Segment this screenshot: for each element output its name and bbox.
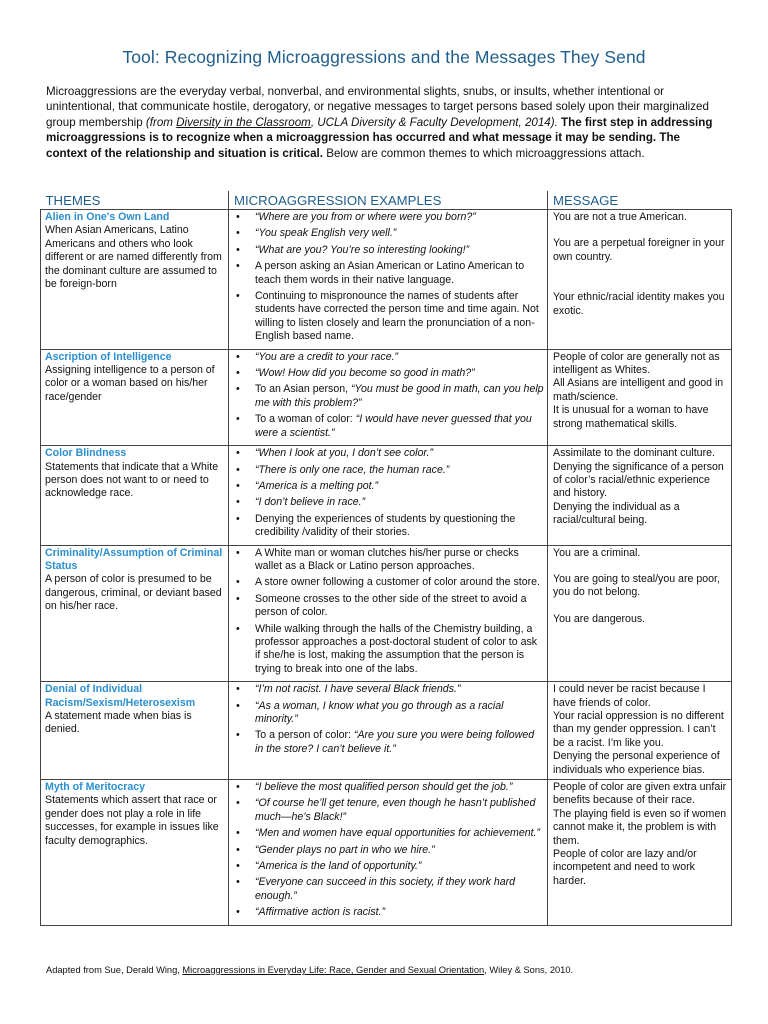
message-item: Denying the significance of a person of color’s racial/ethnic experience and history. bbox=[553, 460, 724, 500]
message-item: You are going to steal/you are poor, you do not belong. bbox=[553, 572, 720, 599]
intro-text: Microaggressions are the everyday verbal, nonverbal, and environmental slights, snubs, or insults, whether intentional or unintentional, that communicate hostile, derogatory, or negative messages to target persons based solely upon their marginalized group membership bbox=[46, 85, 709, 129]
theme-description: A person of color is presumed to be dangerous, criminal, or deviant based on his/her race. bbox=[45, 573, 222, 613]
example-item: • “You are a credit to your race.” bbox=[232, 351, 544, 364]
theme-cell bbox=[41, 446, 229, 545]
theme-description: Assigning intelligence to a person of color or a woman based on his/her race/gender bbox=[45, 364, 215, 403]
example-item: • “There is only one race, the human race.” bbox=[232, 464, 544, 477]
citation-rest: , UCLA Diversity & Faculty Development, 2014). bbox=[310, 115, 558, 129]
example-item: • A person asking an Asian American or Latino American to teach them words in their native language. bbox=[232, 260, 544, 287]
message-cell bbox=[548, 545, 732, 682]
theme-name: Myth of Meritocracy bbox=[45, 781, 146, 794]
example-item: • “America is the land of opportunity.” bbox=[232, 860, 544, 873]
message-item: Your racial oppression is no different than my gender oppression. I can’t be a racist. I’m like you. bbox=[553, 710, 724, 749]
theme-cell bbox=[41, 682, 229, 780]
theme-name: Criminality/Assumption of Criminal Status bbox=[45, 546, 223, 572]
citation-open: (from bbox=[145, 115, 177, 129]
example-item: • “Gender plays no part in who we hire.” bbox=[232, 844, 544, 857]
examples-list bbox=[232, 351, 544, 440]
intro-end-text: Below are common themes to which microaggressions attach. bbox=[323, 146, 645, 160]
example-item: • Denying the experiences of students by questioning the credibility /validity of their stories. bbox=[232, 513, 544, 540]
theme-name: Alien in One's Own Land bbox=[45, 211, 170, 223]
example-item: • A store owner following a customer of color around the store. bbox=[232, 576, 544, 589]
theme-description: A statement made when bias is denied. bbox=[45, 710, 192, 736]
example-quote-text: “Are you sure you were being followed in the store? I can’t believe it.” bbox=[255, 729, 535, 755]
table-row bbox=[41, 210, 732, 350]
message-item: All Asians are intelligent and good in math/science. bbox=[553, 377, 724, 403]
message-list bbox=[553, 211, 728, 318]
example-quote-text: “You must be good in math, can you help me with this problem?” bbox=[255, 383, 544, 409]
example-item: • “When I look at you, I don’t see color.” bbox=[232, 447, 544, 460]
footer-citation bbox=[46, 965, 726, 975]
table-header-row bbox=[41, 191, 732, 210]
header-examples: MICROAGGRESSION EXAMPLES bbox=[229, 191, 548, 210]
example-item: • “Affirmative action is racist.” bbox=[232, 906, 544, 919]
message-list bbox=[553, 351, 728, 431]
theme-cell bbox=[41, 780, 229, 926]
examples-list bbox=[232, 683, 544, 756]
examples-list bbox=[232, 547, 544, 677]
table-row bbox=[41, 682, 732, 780]
table-row bbox=[41, 780, 732, 926]
message-cell bbox=[548, 210, 732, 350]
example-item: • “What are you? You’re so interesting looking!” bbox=[232, 244, 544, 257]
footer-post: , Wiley & Sons, 2010. bbox=[484, 965, 574, 975]
example-lead-text: To an Asian person, bbox=[255, 383, 351, 396]
examples-list bbox=[232, 781, 544, 920]
example-item: • While walking through the halls of the Chemistry building, a professor approaches a post-doctoral student of color to ask if she/he is lost, making the assumption that the person is trying to break into one of the labs. bbox=[232, 623, 544, 677]
example-item: • Someone crosses to the other side of the street to avoid a person of color. bbox=[232, 593, 544, 620]
example-item: • “Where are you from or where were you born?” bbox=[232, 211, 544, 224]
example-item: • A White man or woman clutches his/her purse or checks wallet as a Black or Latino person approaches. bbox=[232, 547, 544, 574]
footer-book-title: Microaggressions in Everyday Life: Race, Gender and Sexual Orientation bbox=[182, 965, 485, 975]
example-item: • “I’m not racist. I have several Black friends.” bbox=[232, 683, 544, 696]
examples-cell bbox=[229, 545, 548, 682]
theme-name: Color Blindness bbox=[45, 447, 127, 460]
message-cell bbox=[548, 446, 732, 545]
message-item: People of color are generally not as intelligent as Whites. bbox=[553, 350, 720, 377]
examples-cell bbox=[229, 446, 548, 545]
intro-bold-text: The first step in addressing microaggressions is to recognize when a microaggression has occurred and what message it may be sending. The context of the relationship and situation is critical. bbox=[46, 115, 713, 160]
example-lead-text: To a person of color: bbox=[255, 729, 354, 742]
example-item bbox=[232, 729, 544, 756]
example-item: • “Of course he’ll get tenure, even though he hasn’t published much—he’s Black!” bbox=[232, 797, 544, 824]
example-lead-text: To a woman of color: bbox=[255, 413, 356, 426]
theme-description: Statements that indicate that a White person does not want to or need to acknowledge race. bbox=[45, 460, 219, 500]
message-item: You are a criminal. bbox=[553, 546, 641, 559]
examples-list bbox=[232, 447, 544, 539]
citation-link[interactable]: Diversity in the Classroom bbox=[176, 115, 311, 129]
examples-cell bbox=[229, 349, 548, 445]
message-item: Denying the personal experience of individuals who experience bias. bbox=[553, 750, 720, 776]
theme-description: When Asian Americans, Latino Americans and others who look different or are named differently from the dominant culture are assumed to be foreign-born bbox=[45, 224, 222, 291]
message-item: Assimilate to the dominant culture. bbox=[553, 447, 715, 460]
footer-pre: Adapted from Sue, Derald Wing, bbox=[46, 965, 183, 975]
example-item: • “America is a melting pot.” bbox=[232, 480, 544, 493]
examples-list bbox=[232, 211, 544, 344]
theme-cell bbox=[41, 210, 229, 350]
message-list bbox=[553, 683, 728, 777]
message-cell bbox=[548, 780, 732, 926]
message-item: It is unusual for a woman to have strong mathematical skills. bbox=[553, 404, 709, 430]
microaggressions-table bbox=[40, 191, 732, 926]
example-quote-text: “I would have never guessed that you were a scientist.” bbox=[255, 413, 532, 439]
intro-paragraph bbox=[46, 84, 722, 161]
examples-cell bbox=[229, 780, 548, 926]
message-item: Your ethnic/racial identity makes you exotic. bbox=[553, 291, 725, 317]
example-item bbox=[232, 413, 544, 440]
example-item: • “I believe the most qualified person should get the job.” bbox=[232, 781, 544, 794]
theme-cell bbox=[41, 545, 229, 682]
example-item: • “As a woman, I know what you go through as a racial minority.” bbox=[232, 700, 544, 727]
message-list bbox=[553, 547, 728, 627]
table-row bbox=[41, 545, 732, 682]
example-item: • Continuing to mispronounce the names of students after students have corrected the person time and time again. Not willing to listen closely and learn the pronunciation of a non-English based name. bbox=[232, 290, 544, 344]
theme-cell bbox=[41, 349, 229, 445]
message-item: You are not a true American. bbox=[553, 211, 687, 223]
message-cell bbox=[548, 682, 732, 780]
table-body bbox=[41, 210, 732, 926]
message-cell bbox=[548, 349, 732, 445]
examples-cell bbox=[229, 210, 548, 350]
message-list bbox=[553, 447, 728, 527]
example-item: • “Men and women have equal opportunities for achievement.” bbox=[232, 827, 544, 840]
example-item: • “Everyone can succeed in this society, if they work hard enough.” bbox=[232, 876, 544, 903]
theme-name: Denial of Individual Racism/Sexism/Heterosexism bbox=[45, 683, 196, 709]
table-row bbox=[41, 349, 732, 445]
message-item: You are dangerous. bbox=[553, 612, 646, 625]
message-item: I could never be racist because I have friends of color. bbox=[553, 683, 706, 709]
theme-description: Statements which assert that race or gender does not play a role in life successes, for example in issues like faculty demographics. bbox=[45, 794, 219, 847]
example-item: • “Wow! How did you become so good in math?” bbox=[232, 367, 544, 380]
table-row bbox=[41, 446, 732, 545]
example-item: • “You speak English very well.” bbox=[232, 227, 544, 240]
message-list bbox=[553, 781, 728, 888]
message-item: You are a perpetual foreigner in your own country. bbox=[553, 237, 725, 263]
message-item: Denying the individual as a racial/cultural being. bbox=[553, 500, 680, 527]
message-item: People of color are lazy and/or incompetent and need to work harder. bbox=[553, 848, 697, 887]
theme-name: Ascription of Intelligence bbox=[45, 350, 172, 363]
header-themes: THEMES bbox=[41, 191, 229, 210]
examples-cell bbox=[229, 682, 548, 780]
example-item bbox=[232, 383, 544, 410]
example-item: • “I don’t believe in race.” bbox=[232, 496, 544, 509]
message-item: People of color are given extra unfair benefits because of their race. bbox=[553, 781, 727, 807]
message-item: The playing field is even so if women cannot make it, the problem is with them. bbox=[553, 807, 727, 847]
page-title: Tool: Recognizing Microaggressions and the Messages They Send bbox=[122, 47, 646, 67]
header-message: MESSAGE bbox=[548, 191, 732, 210]
